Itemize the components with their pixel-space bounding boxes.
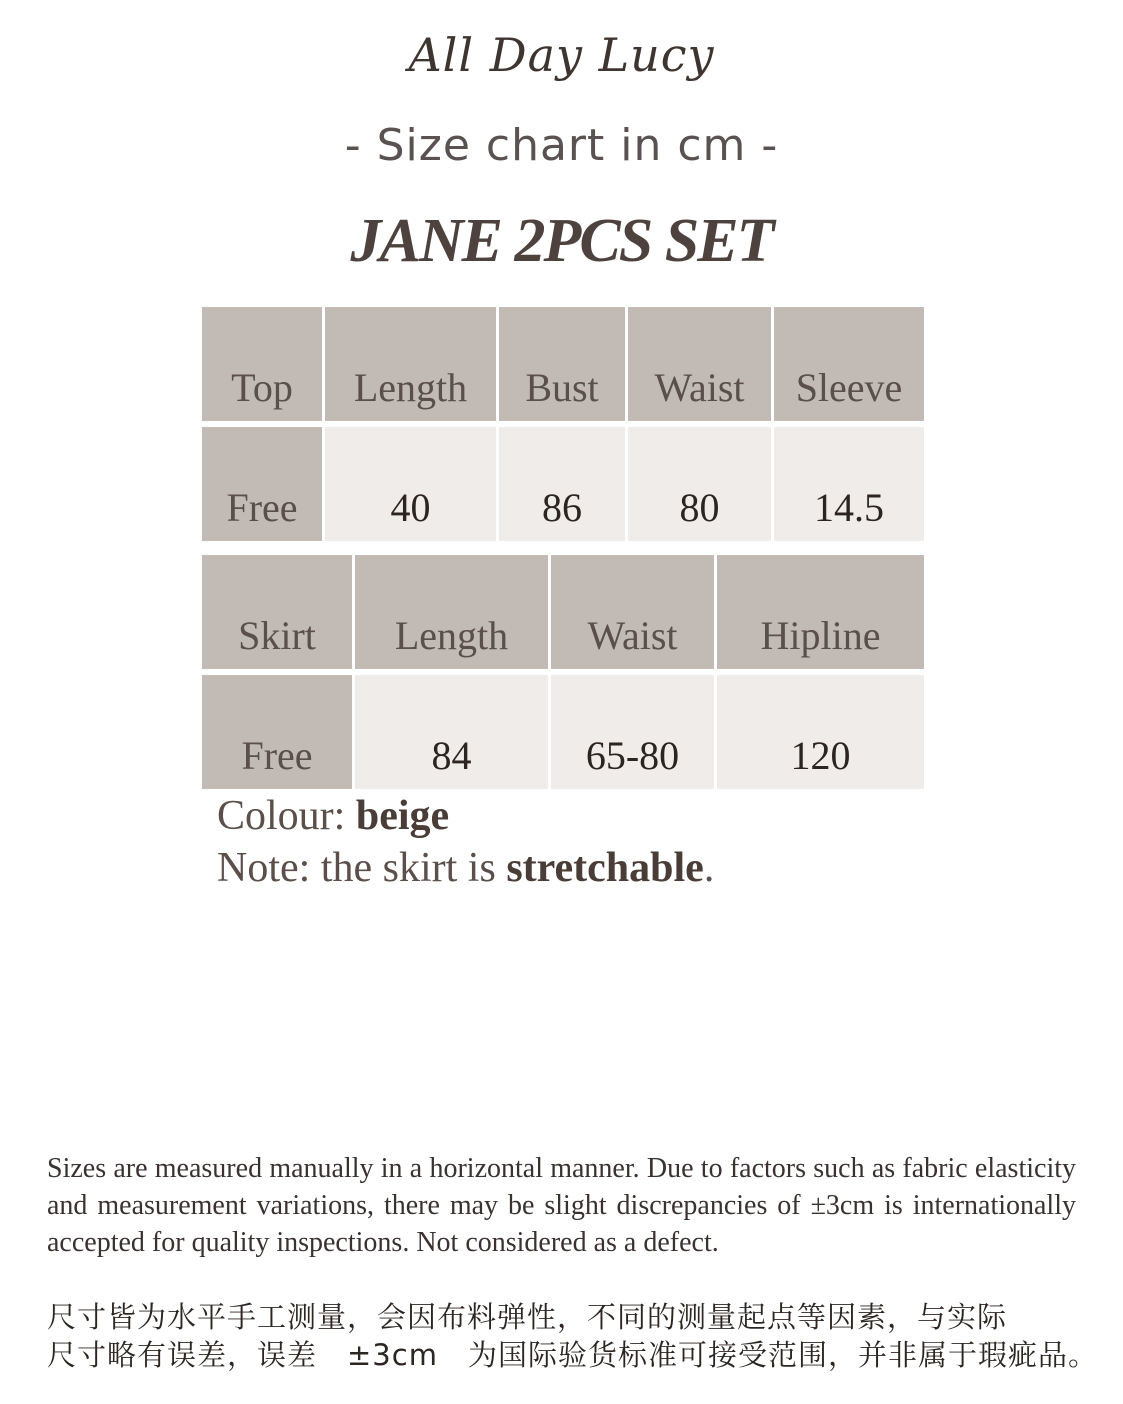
size-free: Free [202, 675, 352, 789]
header-sleeve: Sleeve [774, 307, 924, 421]
disclaimer-chinese-line-2: 尺寸略有误差，误差 ±3cm 为国际验货标准可接受范围，并非属于瑕疵品。 [47, 1338, 1098, 1372]
note-bold: stretchable [506, 845, 704, 891]
header-skirt: Skirt [202, 555, 352, 669]
value-length: 40 [325, 427, 496, 541]
header-bust: Bust [499, 307, 625, 421]
table-row [202, 427, 924, 541]
header-top: Top [202, 307, 322, 421]
table-header-row [202, 555, 924, 669]
header-waist: Waist [628, 307, 771, 421]
header-length: Length [325, 307, 496, 421]
table-row [202, 675, 924, 789]
colour-value: beige [355, 793, 450, 839]
chart-subtitle: - Size chart in cm - [344, 120, 779, 171]
value-bust: 86 [499, 427, 625, 541]
value-sleeve: 14.5 [774, 427, 924, 541]
disclaimer-english: Sizes are measured manually in a horizontal manner. Due to factors such as fabric elasticity and measurement variations, there may be slight discrepancies of ±3cm is internationally accepted for quality inspections. Not considered as a defect. [47, 1153, 1076, 1258]
disclaimer-chinese [47, 1298, 1107, 1374]
table-header-row [202, 307, 924, 421]
top-size-table [199, 307, 927, 541]
header-hipline: Hipline [717, 555, 924, 669]
brand-logo: All Day Lucy [408, 28, 715, 82]
note-prefix: Note: the skirt is [217, 845, 496, 891]
product-title: JANE 2PCS SET [350, 207, 773, 275]
value-waist: 80 [628, 427, 771, 541]
header-waist: Waist [551, 555, 714, 669]
disclaimer-chinese-line-1: 尺寸皆为水平手工测量，会因布料弹性，不同的测量起点等因素，与实际 [47, 1300, 1008, 1334]
colour-line [217, 792, 449, 840]
header-length: Length [355, 555, 548, 669]
colour-label: Colour: [217, 793, 346, 839]
value-length: 84 [355, 675, 548, 789]
value-waist: 65-80 [551, 675, 714, 789]
note-suffix: . [703, 845, 715, 891]
size-free: Free [202, 427, 322, 541]
skirt-size-table [199, 555, 927, 789]
note-line [217, 844, 714, 892]
value-hipline: 120 [717, 675, 924, 789]
